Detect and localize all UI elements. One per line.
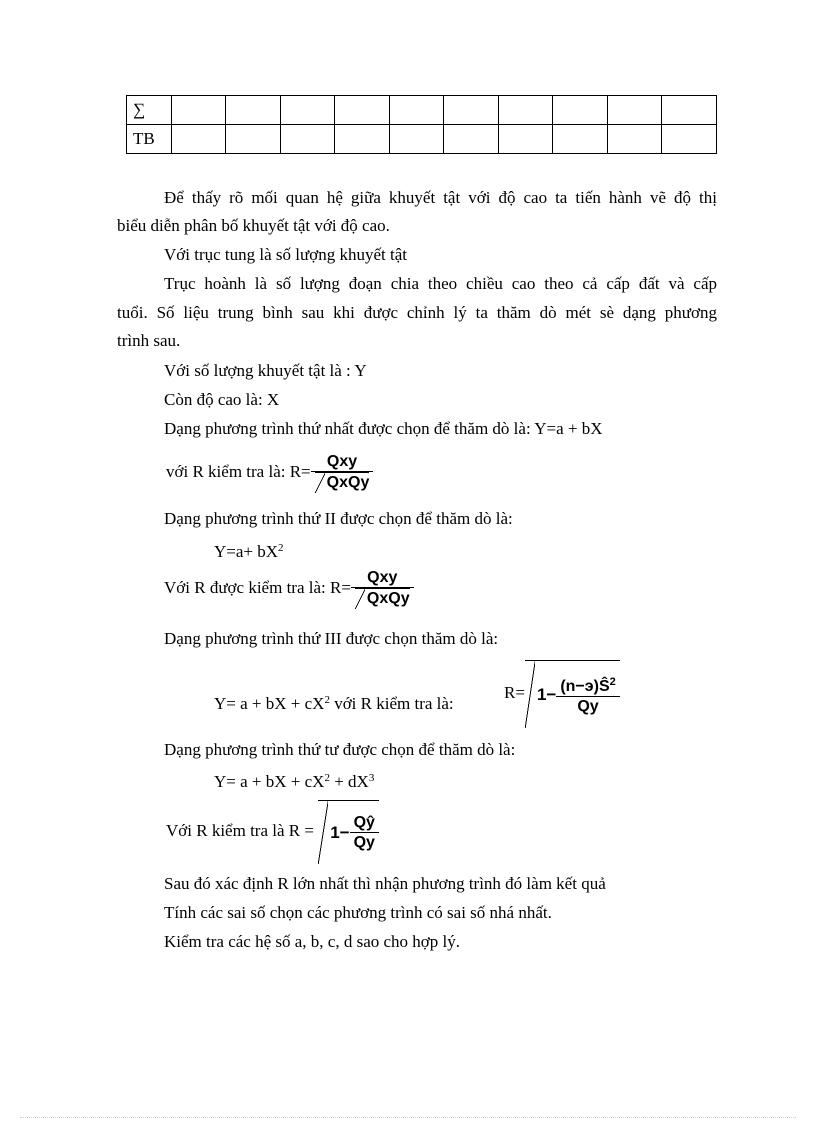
exponent: 2 bbox=[609, 676, 616, 689]
fraction bbox=[311, 453, 374, 493]
sqrt-symbol bbox=[355, 588, 410, 609]
sqrt-symbol bbox=[318, 800, 379, 864]
formula-label: Với R kiểm tra là R = bbox=[166, 821, 314, 840]
table-row bbox=[127, 96, 717, 125]
formula-r4 bbox=[166, 800, 379, 864]
paragraph-line: Dạng phương trình thứ III được chọn thăm dò là: bbox=[164, 629, 499, 648]
table-cell-label: TB bbox=[127, 125, 172, 154]
fraction-numerator bbox=[556, 673, 619, 696]
paragraph-line: Dạng phương trình thứ tư được chọn để thăm dò là: bbox=[164, 740, 516, 759]
formula-text: Y= a + bX + cX bbox=[214, 772, 325, 791]
fraction bbox=[350, 814, 379, 853]
numerator-text: (n−э)Ŝ bbox=[560, 678, 610, 696]
paragraph-line: trình sau. bbox=[117, 331, 181, 350]
sqrt-content: QxQy bbox=[326, 474, 370, 492]
formula-line bbox=[214, 537, 284, 563]
paragraph-line: tuổi. Số liệu trung bình sau khi được chỉnh lý ta thăm dò mét sè dạng phương bbox=[117, 303, 717, 322]
formula-line bbox=[214, 767, 374, 793]
formula-text: Y= a + bX + cX bbox=[214, 694, 325, 713]
fraction-denominator: Qy bbox=[556, 696, 619, 717]
paragraph-line: Trục hoành là số lượng đoạn chia theo chiều cao theo cả cấp đất và cấp bbox=[164, 274, 717, 293]
fraction-numerator: Qxy bbox=[326, 453, 358, 471]
paragraph-line: Dạng phương trình thứ II được chọn để thăm dò là: bbox=[164, 509, 513, 528]
formula-r1 bbox=[166, 447, 373, 497]
table-cell-label: ∑ bbox=[127, 96, 172, 125]
exponent: 2 bbox=[278, 542, 284, 554]
exponent: 3 bbox=[368, 772, 375, 784]
paragraph-line: Kiểm tra các hệ số a, b, c, d sao cho hợp lý. bbox=[164, 932, 461, 951]
formula-r3 bbox=[504, 660, 620, 728]
fraction bbox=[556, 673, 619, 717]
paragraph-line: Tính các sai số chọn các phương trình có sai số nhá nhất. bbox=[164, 903, 552, 922]
sqrt-symbol bbox=[315, 472, 370, 493]
paragraph-line: Dạng phương trình thứ nhất được chọn để thăm dò là: Y=a + bX bbox=[164, 419, 603, 438]
formula-label: với R kiểm tra là: R= bbox=[166, 462, 311, 481]
fraction-denominator bbox=[311, 471, 374, 493]
fraction-denominator: Qy bbox=[350, 832, 379, 853]
formula-text: 1− bbox=[536, 685, 557, 705]
formula-r2 bbox=[164, 563, 414, 613]
sqrt-content: QxQy bbox=[366, 590, 410, 608]
exponent: 2 bbox=[324, 694, 330, 706]
paragraph-line: Với trục tung là số lượng khuyết tật bbox=[164, 245, 407, 264]
formula-label: với R kiểm tra là: bbox=[334, 694, 454, 713]
paragraph-line: Với số lượng khuyết tật là : Y bbox=[164, 361, 367, 380]
formula-label: Với R được kiểm tra là: R= bbox=[164, 578, 351, 597]
formula-label: R= bbox=[504, 683, 525, 702]
formula-text: 1− bbox=[330, 823, 350, 843]
sqrt-symbol bbox=[525, 660, 620, 728]
page-bottom-border bbox=[20, 1117, 796, 1118]
paragraph-line: biểu diễn phân bố khuyết tật với độ cao. bbox=[117, 216, 390, 235]
data-table bbox=[126, 95, 717, 154]
paragraph-line: Để thấy rõ mối quan hệ giữa khuyết tật với độ cao ta tiến hành vẽ độ thị bbox=[164, 188, 717, 207]
fraction-numerator: Qŷ bbox=[353, 813, 375, 831]
fraction-numerator: Qxy bbox=[367, 569, 398, 587]
formula-text: + dX bbox=[329, 772, 369, 791]
exponent: 2 bbox=[324, 772, 330, 784]
formula-text: Y=a+ bX bbox=[214, 542, 279, 561]
formula-line bbox=[214, 689, 454, 715]
paragraph-line: Còn độ cao là: X bbox=[164, 390, 280, 409]
paragraph-line: Sau đó xác định R lớn nhất thì nhận phương trình đó làm kết quả bbox=[164, 874, 606, 893]
table-row bbox=[127, 125, 717, 154]
fraction bbox=[351, 569, 414, 609]
fraction-denominator bbox=[351, 587, 414, 609]
